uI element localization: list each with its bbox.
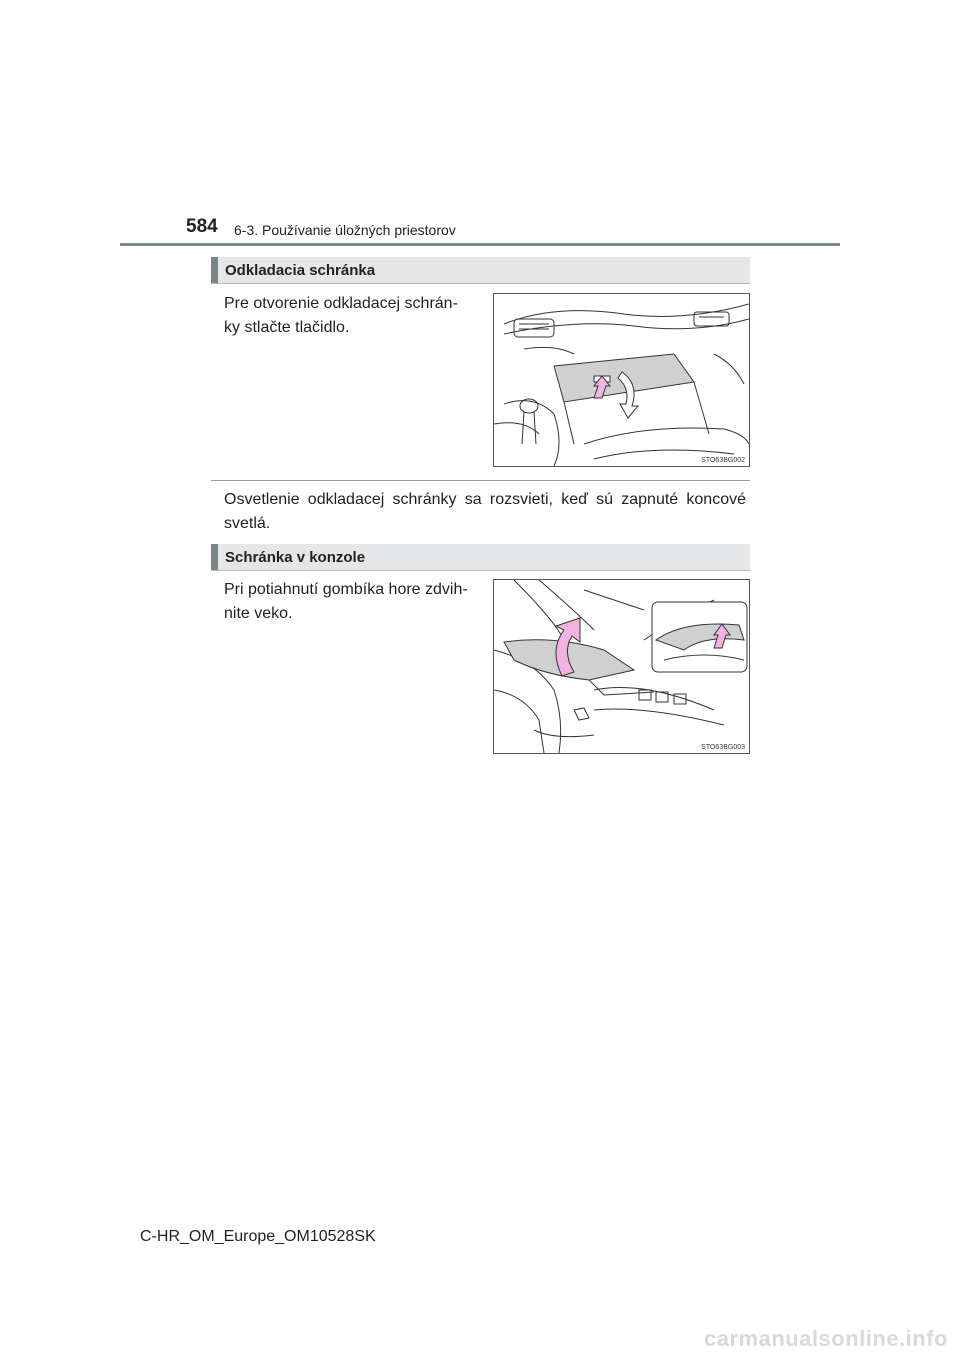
console-box-figure (493, 579, 750, 754)
watermark: carmanualsonline.info (704, 1326, 948, 1351)
running-head: 6-3. Používanie úložných priestorov (234, 222, 456, 238)
glove-box-illustration (494, 294, 749, 466)
console-box-illustration (494, 580, 749, 753)
page-number: 584 (186, 216, 218, 237)
section-title: Schránka v konzole (225, 549, 366, 566)
note-paragraph: Osvetlenie odkladacej schránky sa rozsvieti, keď sú zapnuté koncové svetlá. (224, 491, 746, 532)
instruction-paragraph: Pri potiahnutí gombíka hore zdvih- nite veko. (224, 581, 468, 622)
figure-code: STO63BG003 (701, 744, 745, 751)
section-bar (211, 544, 218, 570)
section-bar (211, 257, 218, 283)
header-rule (120, 243, 840, 246)
section-title: Odkladacia schránka (225, 262, 376, 279)
footer-doc-id: C-HR_OM_Europe_OM10528SK (140, 1228, 376, 1245)
section-divider (211, 480, 750, 481)
glove-box-figure (493, 293, 750, 467)
instruction-paragraph: Pre otvorenie odkladacej schrán- ky stlačte tlačidlo. (224, 295, 458, 336)
section-heading-glove-box (211, 257, 750, 284)
figure-code: STO63BG002 (701, 457, 745, 464)
section-heading-console-box (211, 544, 750, 571)
